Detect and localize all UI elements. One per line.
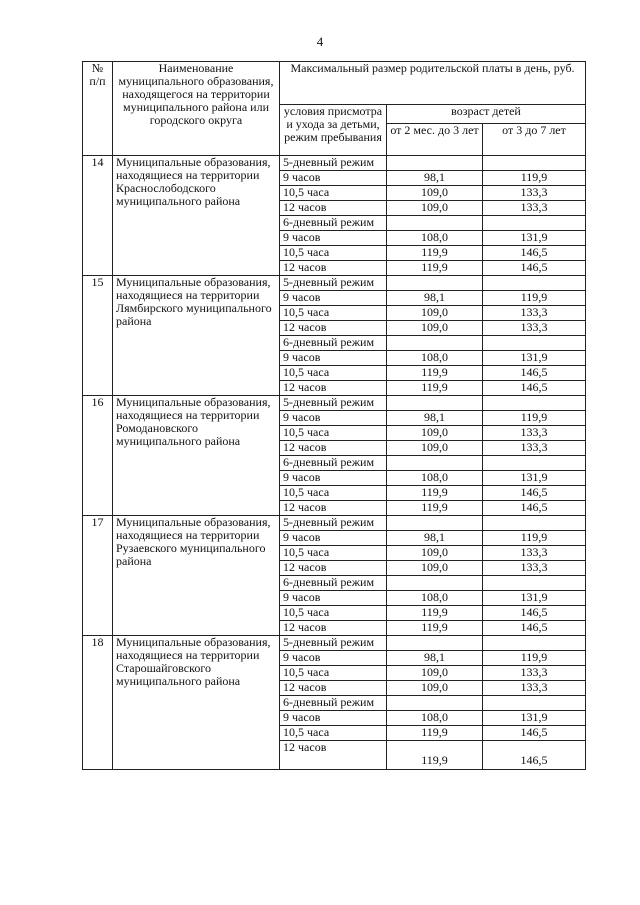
municipality-name: Муниципальные образования, находящиеся на территории Лямбирского муниципального района bbox=[113, 276, 280, 396]
fee-age-a: 119,9 bbox=[387, 741, 483, 770]
empty-cell bbox=[387, 276, 483, 291]
municipality-name: Муниципальные образования, находящиеся на территории Ромодановского муниципального района bbox=[113, 396, 280, 516]
row-number: 18 bbox=[83, 636, 113, 770]
hours-cell: 12 часов bbox=[280, 441, 387, 456]
fee-age-a: 119,9 bbox=[387, 486, 483, 501]
hours-cell: 12 часов bbox=[280, 561, 387, 576]
empty-cell bbox=[387, 576, 483, 591]
fee-age-b: 133,3 bbox=[483, 681, 586, 696]
hours-cell: 12 часов bbox=[280, 321, 387, 336]
fee-age-a: 108,0 bbox=[387, 471, 483, 486]
fee-age-b: 131,9 bbox=[483, 591, 586, 606]
row-number: 16 bbox=[83, 396, 113, 516]
fee-age-a: 109,0 bbox=[387, 186, 483, 201]
fee-age-b: 146,5 bbox=[483, 246, 586, 261]
empty-cell bbox=[387, 636, 483, 651]
fee-age-a: 109,0 bbox=[387, 426, 483, 441]
mode-label: 6-дневный режим bbox=[280, 576, 387, 591]
empty-cell bbox=[483, 156, 586, 171]
empty-cell bbox=[483, 336, 586, 351]
mode-row bbox=[83, 636, 586, 651]
fee-age-a: 108,0 bbox=[387, 711, 483, 726]
fee-age-a: 98,1 bbox=[387, 651, 483, 666]
empty-cell bbox=[483, 636, 586, 651]
hours-cell: 12 часов bbox=[280, 381, 387, 396]
fee-age-a: 108,0 bbox=[387, 351, 483, 366]
fee-age-b: 119,9 bbox=[483, 291, 586, 306]
fee-age-b: 119,9 bbox=[483, 411, 586, 426]
fee-age-a: 109,0 bbox=[387, 321, 483, 336]
fee-age-a: 109,0 bbox=[387, 666, 483, 681]
hours-cell: 10,5 часа bbox=[280, 486, 387, 501]
hours-cell: 10,5 часа bbox=[280, 546, 387, 561]
municipality-name: Муниципальные образования, находящиеся на территории Краснослободского муниципального района bbox=[113, 156, 280, 276]
header-row bbox=[83, 62, 586, 105]
hours-cell: 10,5 часа bbox=[280, 366, 387, 381]
header-age: возраст детей bbox=[387, 105, 586, 124]
mode-row bbox=[83, 156, 586, 171]
fee-age-a: 109,0 bbox=[387, 306, 483, 321]
mode-row bbox=[83, 516, 586, 531]
fee-age-b: 133,3 bbox=[483, 321, 586, 336]
fee-age-a: 119,9 bbox=[387, 381, 483, 396]
fee-age-a: 108,0 bbox=[387, 591, 483, 606]
header-conditions: условия присмотра и ухода за детьми, режим пребывания bbox=[280, 105, 387, 156]
empty-cell bbox=[483, 516, 586, 531]
fee-age-b: 133,3 bbox=[483, 441, 586, 456]
hours-cell: 9 часов bbox=[280, 651, 387, 666]
hours-cell: 10,5 часа bbox=[280, 186, 387, 201]
fee-age-a: 119,9 bbox=[387, 726, 483, 741]
empty-cell bbox=[387, 396, 483, 411]
row-number: 14 bbox=[83, 156, 113, 276]
fee-age-b: 133,3 bbox=[483, 186, 586, 201]
fee-age-a: 119,9 bbox=[387, 606, 483, 621]
fee-age-a: 98,1 bbox=[387, 531, 483, 546]
fee-age-a: 109,0 bbox=[387, 546, 483, 561]
fee-age-b: 119,9 bbox=[483, 171, 586, 186]
empty-cell bbox=[387, 516, 483, 531]
mode-label: 5-дневный режим bbox=[280, 156, 387, 171]
header-max-fee: Максимальный размер родительской платы в день, руб. bbox=[280, 62, 586, 105]
fee-age-b: 133,3 bbox=[483, 426, 586, 441]
empty-cell bbox=[387, 156, 483, 171]
hours-cell: 10,5 часа bbox=[280, 426, 387, 441]
municipality-name: Муниципальные образования, находящиеся на территории Старошайговского муниципального района bbox=[113, 636, 280, 770]
hours-cell: 9 часов bbox=[280, 711, 387, 726]
fee-age-b: 131,9 bbox=[483, 351, 586, 366]
fee-age-a: 119,9 bbox=[387, 501, 483, 516]
fee-age-a: 109,0 bbox=[387, 441, 483, 456]
hours-cell: 10,5 часа bbox=[280, 246, 387, 261]
fee-age-b: 146,5 bbox=[483, 726, 586, 741]
hours-cell: 12 часов bbox=[280, 681, 387, 696]
hours-cell: 12 часов bbox=[280, 201, 387, 216]
hours-cell: 10,5 часа bbox=[280, 726, 387, 741]
empty-cell bbox=[483, 396, 586, 411]
fee-age-a: 108,0 bbox=[387, 231, 483, 246]
mode-label: 5-дневный режим bbox=[280, 636, 387, 651]
hours-cell: 10,5 часа bbox=[280, 666, 387, 681]
row-number: 17 bbox=[83, 516, 113, 636]
hours-cell: 9 часов bbox=[280, 351, 387, 366]
fee-age-b: 146,5 bbox=[483, 621, 586, 636]
fee-age-a: 98,1 bbox=[387, 171, 483, 186]
hours-cell: 10,5 часа bbox=[280, 306, 387, 321]
hours-cell: 10,5 часа bbox=[280, 606, 387, 621]
fee-age-b: 133,3 bbox=[483, 546, 586, 561]
fee-age-a: 98,1 bbox=[387, 291, 483, 306]
hours-cell: 9 часов bbox=[280, 171, 387, 186]
fee-age-a: 119,9 bbox=[387, 366, 483, 381]
hours-cell: 12 часов bbox=[280, 261, 387, 276]
fee-age-b: 119,9 bbox=[483, 531, 586, 546]
fee-age-b: 146,5 bbox=[483, 381, 586, 396]
fee-age-b: 133,3 bbox=[483, 561, 586, 576]
municipality-name: Муниципальные образования, находящиеся на территории Рузаевского муниципального района bbox=[113, 516, 280, 636]
fee-age-a: 98,1 bbox=[387, 411, 483, 426]
fee-age-b: 131,9 bbox=[483, 231, 586, 246]
fee-age-b: 146,5 bbox=[483, 366, 586, 381]
fee-age-b: 146,5 bbox=[483, 486, 586, 501]
hours-cell: 9 часов bbox=[280, 531, 387, 546]
mode-label: 6-дневный режим bbox=[280, 336, 387, 351]
hours-cell: 9 часов bbox=[280, 411, 387, 426]
hours-cell: 12 часов bbox=[280, 741, 387, 770]
fee-age-b: 133,3 bbox=[483, 666, 586, 681]
empty-cell bbox=[483, 456, 586, 471]
mode-label: 6-дневный режим bbox=[280, 456, 387, 471]
mode-label: 6-дневный режим bbox=[280, 216, 387, 231]
fee-age-b: 119,9 bbox=[483, 651, 586, 666]
fee-table bbox=[82, 61, 586, 770]
fee-age-b: 146,5 bbox=[483, 741, 586, 770]
page-number: 4 bbox=[316, 34, 324, 49]
mode-label: 5-дневный режим bbox=[280, 396, 387, 411]
table-body bbox=[83, 156, 586, 770]
fee-age-b: 133,3 bbox=[483, 201, 586, 216]
empty-cell bbox=[483, 576, 586, 591]
fee-age-a: 109,0 bbox=[387, 561, 483, 576]
hours-cell: 9 часов bbox=[280, 291, 387, 306]
mode-row bbox=[83, 396, 586, 411]
hours-cell: 9 часов bbox=[280, 471, 387, 486]
mode-label: 5-дневный режим bbox=[280, 276, 387, 291]
header-name: Наименование муниципального образования, находящегося на территории муниципального района или городского округа bbox=[113, 62, 280, 156]
empty-cell bbox=[483, 696, 586, 711]
empty-cell bbox=[483, 276, 586, 291]
mode-label: 6-дневный режим bbox=[280, 696, 387, 711]
header-num: № п/п bbox=[83, 62, 113, 156]
table-header bbox=[83, 62, 586, 156]
header-age-b: от 3 до 7 лет bbox=[483, 124, 586, 156]
fee-age-b: 146,5 bbox=[483, 501, 586, 516]
hours-cell: 12 часов bbox=[280, 501, 387, 516]
empty-cell bbox=[387, 336, 483, 351]
fee-age-b: 133,3 bbox=[483, 306, 586, 321]
fee-age-a: 119,9 bbox=[387, 621, 483, 636]
hours-cell: 9 часов bbox=[280, 231, 387, 246]
fee-age-b: 146,5 bbox=[483, 606, 586, 621]
header-age-a: от 2 мес. до 3 лет bbox=[387, 124, 483, 156]
fee-age-a: 119,9 bbox=[387, 246, 483, 261]
hours-cell: 12 часов bbox=[280, 621, 387, 636]
empty-cell bbox=[387, 456, 483, 471]
mode-label: 5-дневный режим bbox=[280, 516, 387, 531]
fee-age-b: 131,9 bbox=[483, 711, 586, 726]
mode-row bbox=[83, 276, 586, 291]
fee-age-a: 119,9 bbox=[387, 261, 483, 276]
fee-age-a: 109,0 bbox=[387, 201, 483, 216]
hours-cell: 9 часов bbox=[280, 591, 387, 606]
fee-age-b: 131,9 bbox=[483, 471, 586, 486]
empty-cell bbox=[483, 216, 586, 231]
row-number: 15 bbox=[83, 276, 113, 396]
fee-age-b: 146,5 bbox=[483, 261, 586, 276]
fee-age-a: 109,0 bbox=[387, 681, 483, 696]
empty-cell bbox=[387, 696, 483, 711]
empty-cell bbox=[387, 216, 483, 231]
